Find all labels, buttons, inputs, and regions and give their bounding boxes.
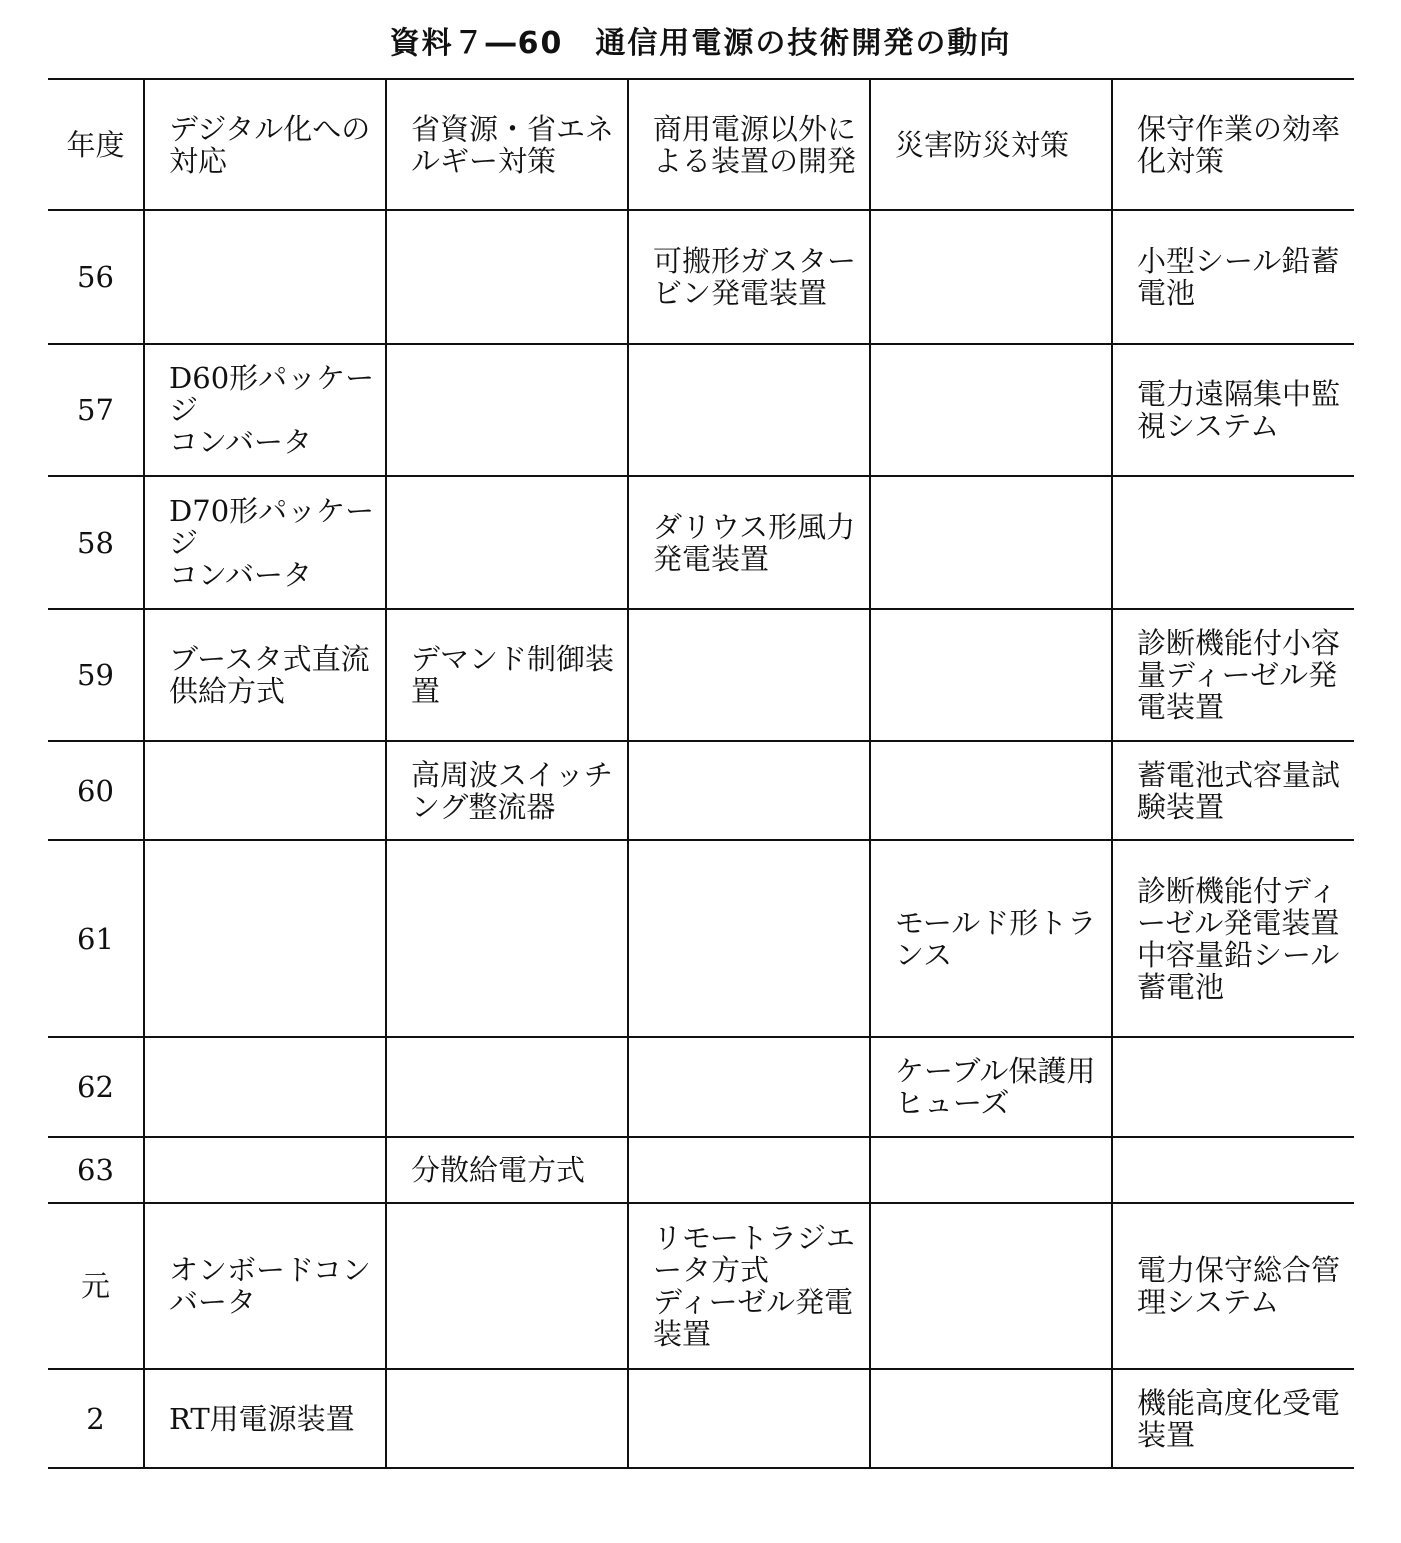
table-row	[48, 344, 1354, 476]
year-cell: 56	[48, 210, 144, 344]
table-cell	[144, 741, 386, 840]
table-cell	[1112, 1037, 1354, 1137]
year-cell: 59	[48, 609, 144, 741]
table-cell	[870, 741, 1112, 840]
table-cell: 電力遠隔集中監視システム	[1112, 344, 1354, 476]
table-row	[48, 1203, 1354, 1369]
table-row	[48, 741, 1354, 840]
table-cell	[870, 1369, 1112, 1468]
table-cell	[386, 1037, 628, 1137]
year-cell: 62	[48, 1037, 144, 1137]
table-cell	[1112, 1137, 1354, 1203]
column-header-energy-saving: 省資源・省エネルギー対策	[386, 79, 628, 210]
table-cell: 可搬形ガスタービン発電装置	[628, 210, 870, 344]
table-cell	[1112, 476, 1354, 609]
year-cell: 58	[48, 476, 144, 609]
table-cell: 蓄電池式容量試験装置	[1112, 741, 1354, 840]
table-cell	[628, 1369, 870, 1468]
year-cell: 63	[48, 1137, 144, 1203]
table-row	[48, 210, 1354, 344]
table-row	[48, 840, 1354, 1037]
table-cell	[870, 1203, 1112, 1369]
column-header-maintenance-efficiency: 保守作業の効率化対策	[1112, 79, 1354, 210]
table-cell: D60形パッケージ コンバータ	[144, 344, 386, 476]
column-header-non-commercial-power: 商用電源以外による装置の開発	[628, 79, 870, 210]
table-cell	[870, 609, 1112, 741]
table-cell	[144, 840, 386, 1037]
table-cell: 小型シール鉛蓄電池	[1112, 210, 1354, 344]
table-cell	[386, 210, 628, 344]
table-cell: ケーブル保護用ヒューズ	[870, 1037, 1112, 1137]
table-cell: デマンド制御装置	[386, 609, 628, 741]
table-cell	[144, 1037, 386, 1137]
table-row	[48, 1137, 1354, 1203]
table-cell: ダリウス形風力発電装置	[628, 476, 870, 609]
table-cell: D70形パッケージ コンバータ	[144, 476, 386, 609]
table-cell: 電力保守総合管理システム	[1112, 1203, 1354, 1369]
table-cell	[628, 609, 870, 741]
column-header-year: 年度	[48, 79, 144, 210]
table-cell	[386, 1203, 628, 1369]
year-cell: 元	[48, 1203, 144, 1369]
table-cell	[144, 1137, 386, 1203]
table-row	[48, 1369, 1354, 1468]
table-cell: オンボードコンバータ	[144, 1203, 386, 1369]
table-cell	[870, 476, 1112, 609]
column-header-digital: デジタル化への対応	[144, 79, 386, 210]
tech-development-table	[48, 78, 1354, 1469]
year-cell: 57	[48, 344, 144, 476]
table-cell: 診断機能付ディーゼル発電装置 中容量鉛シール蓄電池	[1112, 840, 1354, 1037]
table-cell	[628, 1137, 870, 1203]
table-cell: RT用電源装置	[144, 1369, 386, 1468]
table-cell: 診断機能付小容量ディーゼル発電装置	[1112, 609, 1354, 741]
table-row	[48, 609, 1354, 741]
table-cell	[386, 476, 628, 609]
table-cell	[386, 840, 628, 1037]
table-cell	[628, 741, 870, 840]
column-header-disaster-prevention: 災害防災対策	[870, 79, 1112, 210]
table-cell: 高周波スイッチング整流器	[386, 741, 628, 840]
table-cell	[870, 1137, 1112, 1203]
year-cell: 2	[48, 1369, 144, 1468]
table-cell	[628, 1037, 870, 1137]
table-cell	[870, 210, 1112, 344]
table-cell	[628, 840, 870, 1037]
table-cell: ブースタ式直流供給方式	[144, 609, 386, 741]
table-cell	[386, 1369, 628, 1468]
document-title: 資料７―60 通信用電源の技術開発の動向	[389, 26, 1012, 61]
table-cell: リモートラジエータ方式 ディーゼル発電装置	[628, 1203, 870, 1369]
table-cell: 分散給電方式	[386, 1137, 628, 1203]
table-cell	[628, 344, 870, 476]
table-row	[48, 476, 1354, 609]
year-cell: 61	[48, 840, 144, 1037]
table-cell	[386, 344, 628, 476]
table-row	[48, 1037, 1354, 1137]
table-header-row	[48, 79, 1354, 210]
year-cell: 60	[48, 741, 144, 840]
table-cell: モールド形トランス	[870, 840, 1112, 1037]
table-cell: 機能高度化受電装置	[1112, 1369, 1354, 1468]
table-cell	[870, 344, 1112, 476]
table-cell	[144, 210, 386, 344]
